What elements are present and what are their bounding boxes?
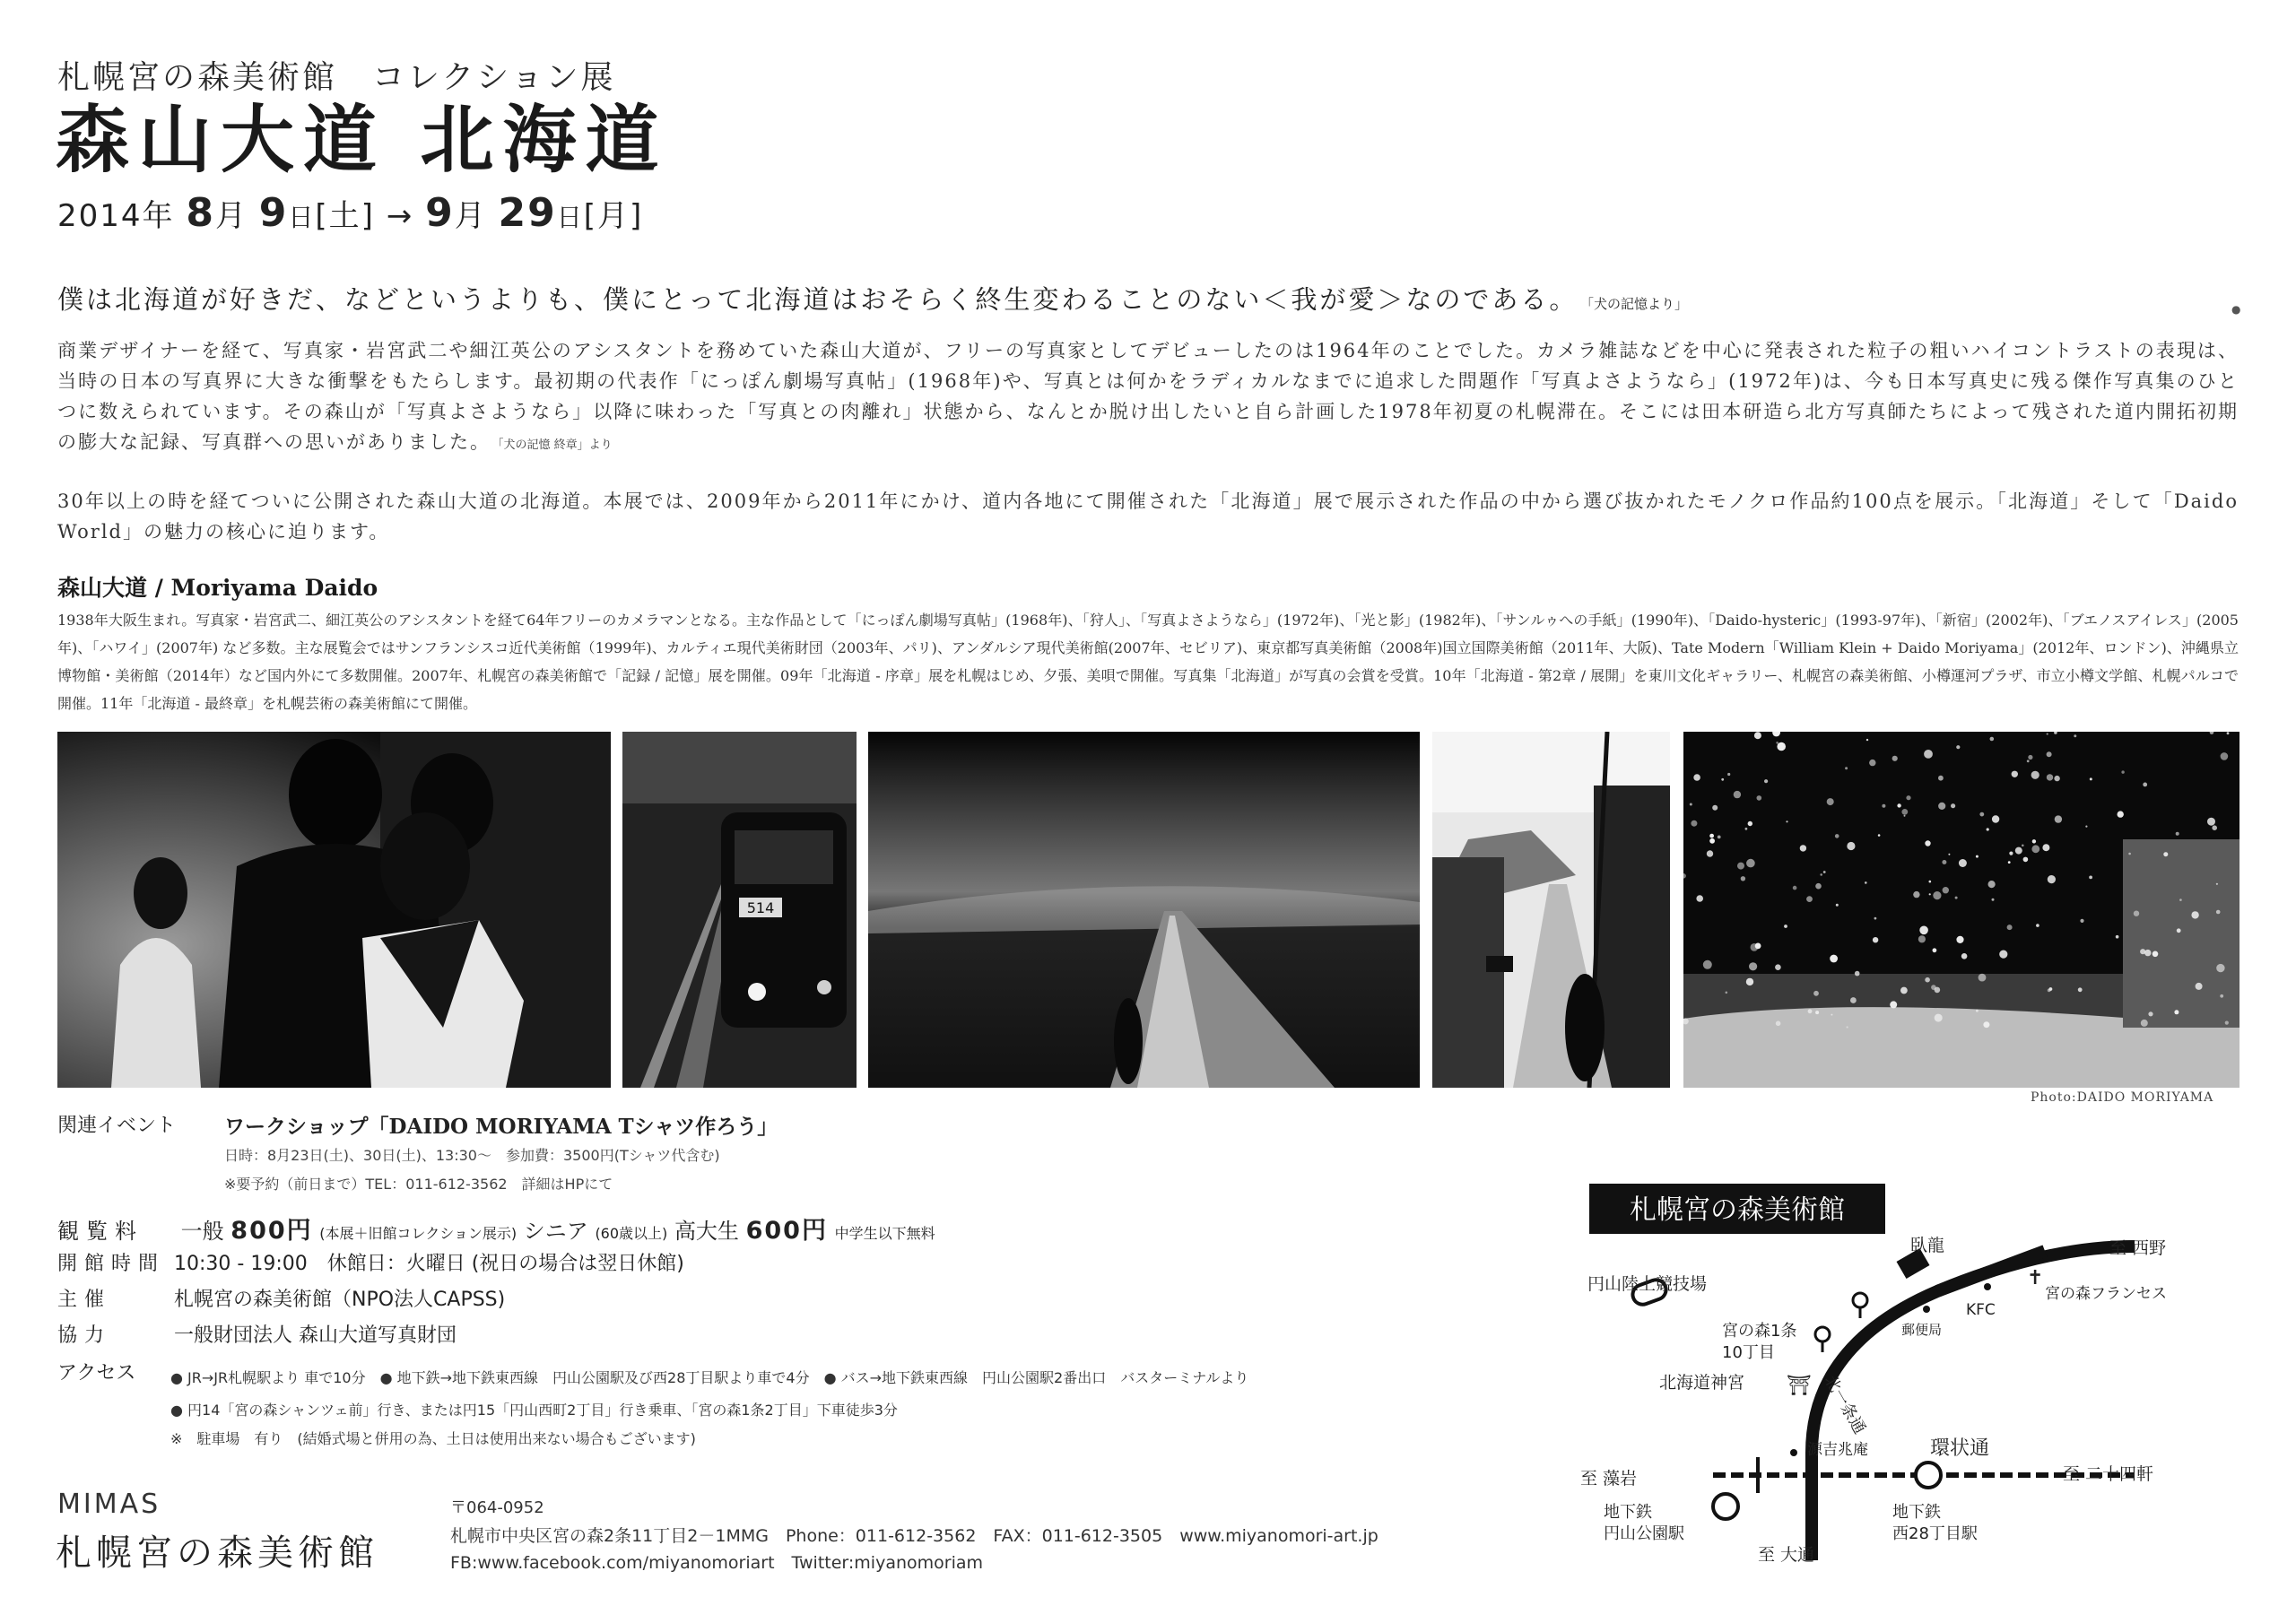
shrine-icon: ⛩ (1787, 1375, 1812, 1397)
snowflake (2216, 910, 2221, 915)
snowflake (2221, 752, 2229, 760)
snowflake (1865, 881, 1867, 884)
snowflake (2174, 1010, 2179, 1014)
snowflake (1764, 779, 1768, 783)
mimas-logo: MIMAS (57, 1489, 161, 1520)
snowflake (1924, 750, 1933, 759)
snowflake (1707, 850, 1713, 856)
snowflake (1746, 859, 1755, 868)
snowflake (2007, 925, 2013, 930)
snowflake (2080, 919, 2083, 923)
postal-code: 〒064-0952 (450, 1498, 544, 1517)
snowflake (2089, 876, 2092, 880)
snowflake (2047, 751, 2052, 757)
snowflake (2212, 825, 2217, 830)
exhibition-dates (57, 190, 643, 236)
snowflake (1786, 820, 1787, 822)
access-map (1543, 1184, 2260, 1578)
snowflake (1806, 896, 1813, 902)
host-row (57, 1284, 505, 1312)
coop-value: 一般財団法人 森山大道写真財団 (174, 1324, 457, 1347)
host-label: 主催 (57, 1289, 112, 1311)
snowflake (2027, 760, 2030, 762)
snowflake (1948, 854, 1950, 855)
social-links: FB:www.facebook.com/miyanomoriart Twitter:miyanomoriam (450, 1553, 984, 1573)
tram-number: 514 (746, 899, 775, 916)
bus-stop-icon (1853, 1293, 1867, 1307)
snowflake (1913, 891, 1919, 898)
church-icon: ✝ (2027, 1267, 2044, 1289)
event-datetime: 日時：8月23日(土)、30日(土)、13:30～ 参加費：3500円(Tシャツ代含む) (224, 1147, 720, 1164)
start-year: 2014 (57, 198, 143, 234)
map-label-garyu: 臥龍 (1910, 1236, 1945, 1255)
snowflake (1820, 873, 1822, 876)
snowflake (1882, 804, 1885, 808)
end-day-unit: 日 (556, 203, 584, 232)
museum-name: 札幌宮の森美術館 (56, 1532, 378, 1574)
snowflake (2152, 951, 2159, 958)
map-label-post-office: 郵便局 (1901, 1322, 1943, 1338)
snowflake (1757, 795, 1762, 801)
date-arrow: → (386, 198, 414, 234)
snowflake (1919, 926, 1928, 935)
snowflake (1961, 953, 1968, 959)
fee-row (57, 1211, 935, 1246)
snowflake (1929, 881, 1932, 883)
snowflake (1918, 935, 1926, 942)
snowflake (1855, 971, 1860, 977)
snowflake (1890, 1001, 1897, 1008)
photo-snow (1683, 732, 2239, 1088)
snowflake (1815, 883, 1822, 890)
snowflake (2015, 847, 2022, 855)
snowflake (2179, 898, 2182, 901)
snowflake (1808, 1009, 1813, 1013)
snowflake (2143, 783, 2147, 787)
photo-road (868, 732, 1420, 1088)
series-title: 札幌宮の森美術館 コレクション展 (57, 59, 616, 96)
quote-source: 「犬の記憶より」 (1587, 296, 1688, 312)
snowflake (1866, 739, 1868, 741)
snowflake (2085, 826, 2087, 828)
snowflake (2032, 839, 2036, 843)
snowflake (1906, 795, 1910, 800)
snowflake (2022, 845, 2024, 847)
snowflake (1983, 1021, 1989, 1028)
snowflake (1815, 1011, 1819, 1014)
snowflake (1830, 955, 1838, 963)
snowflake (2121, 770, 2124, 773)
snowflake (2177, 928, 2181, 933)
snowflake (2055, 815, 2062, 822)
snowflake (1999, 951, 2007, 959)
fee-senior-label: シニア (523, 1219, 588, 1244)
snowflake (2042, 844, 2049, 851)
hours-value: 10:30 - 19:00 休館日：火曜日 (祝日の場合は翌日休館) (174, 1253, 684, 1275)
photo-credit: Photo:DAIDO MORIYAMA (2031, 1090, 2214, 1105)
snowflake (1850, 997, 1857, 1003)
quote-text: 僕は北海道が好きだ、などというよりも、僕にとって北海道はおそらく終生変わることのない＜我が愛＞なのである。 (57, 284, 1578, 315)
snowflake (1897, 803, 1900, 807)
snowflake (2176, 832, 2179, 836)
day-unit: 日 (288, 203, 316, 232)
snowflake (1793, 886, 1797, 890)
snow-photo-svg (1683, 732, 2239, 1088)
snowflake (1873, 937, 1878, 942)
snowflake (2031, 845, 2039, 853)
hours-row (57, 1248, 684, 1276)
bio-text: 1938年大阪生まれ。写真家・岩宮武二、細江英公のアシスタントを経て64年フリーのカメラマンとなる。主な作品として「にっぽん劇場写真帖」(1968年)、「狩人」、「写真よさようなら」(1972年)、「光と影」(1982年)、「サンルゥへの手紙」(1990年)、「Daido-hysteric」(1993-97年)、「新宿」(2002年)、「ブエノスアイレス」(2005年)、「ハワイ」(2007年) など多数。主な展覧会ではサンフランシスコ近代美術館（1999年)、カルティエ現代美術財団（2003年、パリ)、アンダルシア現代美術館(2007年、セビリア)、東京都写真美術館（2008年)国立国際美術館（2011年、大阪)、Tate Modern「William Klein + Daido Moriyama」(2012年、ロンドン)、沖縄県立博物館・美術館（2014年）など国内外にて多数開催。2007年、札幌宮の森美術館で「記録 / 記憶」展を開催。09年「北海道 - 序章」展を札幌はじめ、夕張、美唄で開催。写真集「北海道」が写真の会賞を受賞。10年「北海道 - 第2章 / 展開」を東川文化ギャラリー、札幌宮の森美術館、小樽運河プラザ、市立小樽文学館、札幌パルコで開催。11年「北海道 - 最終章」を札幌芸術の森美術館にて開催。 (57, 612, 2239, 712)
photo-students (57, 732, 611, 1088)
snowflake (2216, 883, 2218, 885)
snowflake (2141, 1020, 2148, 1027)
snowflake (2144, 950, 2151, 956)
snowflake (1956, 745, 1960, 749)
snowflake (2048, 989, 2051, 993)
snowflake (1869, 760, 1875, 766)
snowflake (2134, 911, 2139, 916)
snowflake (2227, 732, 2230, 734)
map-label-stadium: 円山陸上競技場 (1587, 1274, 1708, 1294)
snowflake (1823, 871, 1826, 873)
intro-paragraph-2: 30年以上の時を経てついに公開された森山大道の北海道。本展では、2009年から2011年にかけ、道内各地にて開催された「北海道」展で展示された作品の中から選び抜かれたモノクロ作品約100点を展示。「北海道」そして「Daido World」の魅力の核心に迫ります。 (57, 490, 2239, 543)
map-label-bus-stop: 宮の森1条 10丁目 (1722, 1322, 1797, 1362)
snowflake (2196, 983, 2203, 990)
map-label-shrine: 北海道神宮 (1659, 1373, 1745, 1393)
snowflake (2074, 734, 2076, 737)
coop-label: 協力 (57, 1324, 112, 1347)
snowflake (1754, 732, 1761, 739)
start-weekday: [土] (315, 198, 375, 234)
start-day: 9 (258, 190, 289, 236)
snowflake (1900, 987, 1908, 994)
coop-row (57, 1320, 457, 1348)
snowflake (1709, 834, 1714, 838)
bullet-dot: ● (2231, 303, 2241, 316)
kfc-dot (1984, 1283, 1991, 1290)
snowflake (2191, 911, 2198, 918)
subway-station-icon-2 (1713, 1494, 1738, 1519)
snowflake (1727, 773, 1730, 776)
snowflake (1933, 948, 1937, 952)
map-label-to-24ken: 至 二十四軒 (2063, 1464, 2154, 1484)
snowflake (1938, 803, 1945, 810)
intro-paragraph-1-source: 「犬の記憶 終章」より (498, 438, 613, 452)
address-contact: 札幌市中央区宮の森2条11丁目2－1MMG Phone：011-612-3562 FAX：011-612-3505 www.miyanomori-art.jp (450, 1526, 1378, 1546)
fee-general-note: (本展＋旧館コレクション展示) (319, 1225, 517, 1242)
access-line-3: ※ 駐車場 有り (結婚式場と併用の為、土日は使用出来ない場合もございます) (170, 1430, 696, 1447)
snowflake (2116, 935, 2119, 939)
snowflake (1892, 756, 1898, 761)
fee-student-price: 600円 (745, 1217, 828, 1245)
fee-general-label: 一般 (180, 1219, 224, 1244)
map-label-church: 宮の森フランセス (2045, 1285, 2167, 1303)
event-title: ワークショップ「DAIDO MORIYAMA Tシャツ作ろう」 (224, 1115, 778, 1139)
snowflake (2023, 857, 2029, 863)
map-label-to-odori: 至 大通 (1758, 1545, 1815, 1565)
snowflake (1703, 960, 1712, 969)
snowflake (1874, 917, 1877, 920)
event-reservation: ※要予約（前日まで）TEL：011-612-3562 詳細はHPにて (224, 1176, 613, 1193)
snowflake (1784, 925, 1787, 928)
snowflake (1933, 891, 1941, 899)
snowflake (1777, 742, 1786, 751)
fee-label: 観覧料 (57, 1219, 144, 1244)
access-line-2: ● 円14「宮の森シャンツェ前」行き、または円15「円山西町2丁目」行き乗車、「宮の森1条2丁目」下車徒歩3分 (170, 1402, 898, 1419)
snowflake (1745, 828, 1748, 830)
snowflake (2047, 774, 2053, 780)
snowflake (1709, 838, 1715, 844)
snowflake (1847, 842, 1855, 850)
map-label-to-moiwa: 至 藻岩 (1580, 1469, 1638, 1489)
snowflake (2078, 987, 2083, 992)
snowflake (1847, 1026, 1848, 1028)
map-label-loop-road: 環状通 (1930, 1437, 1990, 1460)
snowflake (1755, 943, 1761, 950)
snowflake (1942, 860, 1946, 864)
hours-label: 開館時間 (57, 1253, 166, 1275)
start-month: 8 (186, 190, 215, 236)
snowflake (2008, 861, 2011, 864)
snowflake (1935, 1014, 1943, 1022)
snowflake (2036, 924, 2039, 927)
fee-student-label: 高大生 (674, 1219, 739, 1244)
snowflake (1959, 859, 1967, 867)
snowflake (1987, 828, 1989, 830)
snowflake (2090, 777, 2092, 780)
snowflake (1691, 820, 1697, 827)
snowflake (2128, 853, 2131, 855)
snowflake (1737, 863, 1744, 870)
snowflake (1696, 895, 1703, 902)
snowflake (1845, 767, 1848, 769)
snowflake (1831, 1014, 1832, 1016)
end-weekday: [月] (583, 198, 644, 234)
event-label: 関連イベント (57, 1115, 177, 1137)
snowflake (2047, 733, 2048, 734)
map-title: 札幌宮の森美術館 (1630, 1194, 1845, 1226)
snowflake (2009, 852, 2013, 855)
snowflake (1836, 904, 1839, 907)
snowflake (2216, 964, 2224, 972)
snowflake (1835, 834, 1839, 838)
snowflake (1878, 834, 1881, 837)
snowflake (1976, 1010, 1979, 1012)
snowflake (1746, 978, 1753, 985)
map-label-genkichi: 源吉兆庵 (1807, 1441, 1868, 1459)
post-office-dot (1923, 1306, 1930, 1313)
snowflake (1979, 812, 1984, 817)
snowflake (2048, 875, 2056, 883)
subway-station-icon (1916, 1463, 1941, 1488)
snowflake (2031, 771, 2039, 779)
snowflake (1976, 855, 1979, 858)
snowflake (1938, 776, 1944, 781)
fee-free-note: 中学生以下無料 (834, 1225, 935, 1242)
snowflake (1800, 845, 1806, 851)
snowflake (1955, 897, 1958, 899)
artist-quote (57, 280, 1688, 317)
snowflake (1901, 809, 1908, 815)
fee-general-price: 800円 (230, 1217, 313, 1245)
snowflake (1925, 977, 1930, 983)
snowflake (1775, 964, 1781, 970)
map-label-kfc: KFC (1966, 1301, 1996, 1319)
snowflake (1979, 974, 1987, 982)
access-line-1: ● JR→JR札幌駅より 車で10分 ● 地下鉄→地下鉄東西線 円山公園駅及び西28丁目駅より車で4分 ● バス→地下鉄東西線 円山公園駅2番出口 バスターミナルより (170, 1369, 1249, 1386)
exhibition-title: 森山大道 北海道 (56, 97, 668, 183)
snowflake (1951, 803, 1955, 808)
snowflake (1712, 805, 1718, 811)
snowflake (1813, 991, 1819, 996)
snowflake (1931, 985, 1936, 990)
snowflake (1734, 791, 1741, 798)
snowflake (1726, 992, 1728, 994)
snowflake (1776, 742, 1779, 744)
photo-street (1432, 732, 1670, 1088)
snowflake (2054, 776, 2059, 781)
snowflake (2207, 818, 2215, 826)
snowflake (1988, 881, 1996, 888)
fee-senior-note: (60歳以上) (595, 1225, 668, 1242)
snowflake (1990, 737, 1995, 742)
map-label-street: 北一条通 (1820, 1372, 1869, 1437)
bus-stop-icon-2 (1815, 1327, 1830, 1341)
snowflake (2118, 811, 2124, 817)
snowflake (1827, 798, 1834, 805)
snowflake (1776, 1021, 1781, 1027)
snowflake (1956, 936, 1963, 943)
snowflake (1718, 836, 1721, 839)
snowflake (2012, 771, 2018, 777)
snowflake (1992, 898, 1995, 901)
snowflake (1741, 876, 1745, 881)
snowflake (1904, 815, 1906, 817)
snowflake (2148, 1011, 2152, 1016)
snowflake (1693, 774, 1700, 781)
snowflake (1721, 778, 1724, 781)
snowflake (1748, 821, 1752, 826)
snowflake (1992, 815, 1999, 822)
bio-heading: 森山大道 / Moriyama Daido (57, 575, 378, 601)
snowflake (2225, 1021, 2229, 1025)
map-label-to-nishino: 至 西野 (2109, 1238, 2167, 1258)
intro-paragraph-1-text: 商業デザイナーを経て、写真家・岩宮武二や細江英公のアシスタントを務めていた森山大道が、フリーの写真家としてデビューしたのは1964年のことでした。カメラ雑誌などを中心に発表された粒子の粗いハイコントラストの表現は、当時の日本の写真界に大きな衝撃をもたらします。最初期の代表作「にっぽん劇場写真帖」(1968年)や、写真とは何かをラディカルなまでに追求した問題作「写真よさようなら」(1972年)は、今も日本写真史に残る傑作写真集のひとつに数えられています。その森山が「写真よさようなら」以降に味わった「写真との肉離れ」状態から、なんとか脱け出したいと自ら計画した1978年初夏の札幌滞在。そこには田本研造ら北方写真師たちによって残された道内開拓初期の膨大な記録、写真群への思いがありました。 (57, 340, 2239, 453)
snowflake (1690, 803, 1692, 806)
month-unit: 月 (214, 198, 248, 234)
photo-tram (622, 732, 857, 1088)
snowflake (1929, 893, 1931, 895)
year-unit: 年 (142, 198, 175, 234)
snowflake (1943, 887, 1949, 893)
snowflake (1925, 840, 1930, 846)
host-value: 札幌宮の森美術館（NPO法人CAPSS) (174, 1289, 506, 1311)
map-label-subway-maruyama: 地下鉄円山公園駅 (1604, 1503, 1684, 1543)
snowflake (2028, 755, 2032, 760)
snowflake (1749, 962, 1757, 970)
snowflake (2220, 994, 2223, 998)
end-day: 29 (498, 190, 557, 236)
map-label-subway-nishi28: 地下鉄西28丁目駅 (1892, 1503, 1978, 1543)
end-month-unit: 月 (454, 198, 487, 234)
access-label: アクセス (57, 1362, 136, 1385)
intro-paragraph-1 (57, 335, 2239, 461)
end-month: 9 (425, 190, 455, 236)
snowflake (2163, 852, 2168, 856)
